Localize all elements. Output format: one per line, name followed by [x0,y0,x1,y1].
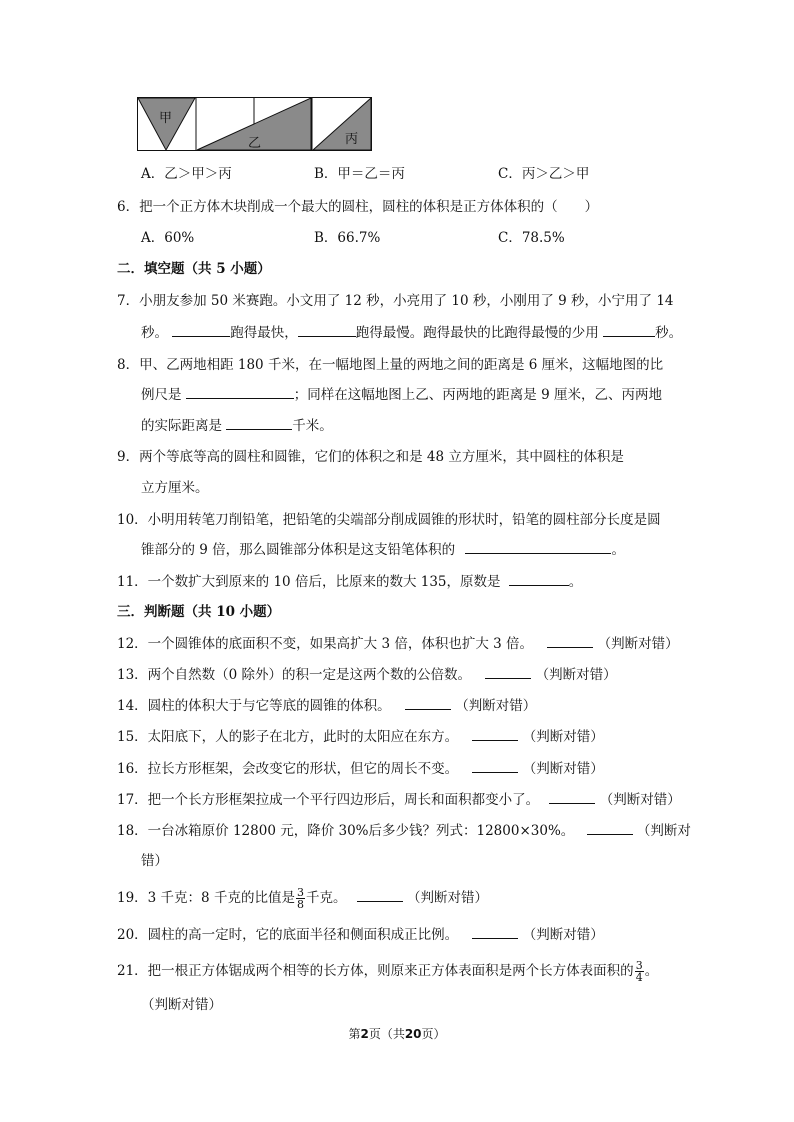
q21-line2 [141,995,222,1015]
q8-blank-scale[interactable] [186,384,294,399]
q10-line1: 10．小明用转笔刀削铅笔，把铅笔的尖端部分削成圆锥的形状时，铅笔的圆柱部分长度是圆 [117,512,661,528]
q5-option-c: C．丙＞乙＞甲 [498,166,590,182]
q11-blank[interactable] [509,571,569,586]
q12-text: 12．一个圆锥体的底面积不变，如果高扩大 3 倍，体积也扩大 3 倍。 [117,636,534,652]
q20-blank[interactable] [472,924,518,939]
q20-line [117,924,604,945]
q19-text-a: 19．3 千克：8 千克的比值是 [117,890,295,906]
label-bing: 丙 [345,132,359,147]
q8-line1: 8．甲、乙两地相距 180 千米，在一幅地图上量的两地之间的距离是 6 厘米，这幅地图的比 [117,357,664,373]
q7-line1: 7．小朋友参加 50 米赛跑。小文用了 12 秒，小亮用了 10 秒，小刚用了 9 秒，小宁用了 14 [117,293,674,309]
q19-fraction-denominator: 8 [296,898,304,911]
q6-option-c: C．78.5% [498,230,565,246]
q6-option-a: A．60% [141,230,195,246]
q21-text-a: 21．把一根正方体锯成两个相等的长方体，则原来正方体表面积是两个长方体表面积的 [117,963,634,979]
q18-line1 [117,820,691,841]
label-jia: 甲 [159,111,173,126]
q11-line [117,571,582,592]
q19-fraction-numerator: 3 [296,886,304,899]
q8-text-a: 例尺是 [141,387,182,403]
q18-text: 18．一台冰箱原价 12800 元，降价 30%后多少钱？列式：12800×30%。 [117,823,575,839]
footer-mid: 页（共 [368,1027,405,1041]
q17-text: 17．把一个长方形框架拉成一个平行四边形后，周长和面积都变小了。 [117,792,540,808]
q11-text-b: 。 [568,574,583,590]
q7-text-d: 秒。 [655,325,683,341]
q14-text: 14．圆柱的体积大于与它等底的圆锥的体积。 [117,698,391,714]
section-3-title: 三．判断题（共 10 小题） [117,604,281,620]
q16-blank[interactable] [472,758,518,773]
q7-text-b: 跑得最快， [230,325,298,341]
q10-text-a: 锥部分的 9 倍，那么圆锥部分体积是这支铅笔体积的 [141,542,456,558]
q18-line2: 错） [141,853,168,869]
q17-line [117,789,681,810]
q14-judge: （判断对错） [455,698,537,714]
q16-judge: （判断对错） [522,761,604,777]
q11-text-a: 11．一个数扩大到原来的 10 倍后，比原来的数大 135，原数是 [117,574,501,590]
q6-text: 6．把一个正方体木块削成一个最大的圆柱，圆柱的体积是正方体体积的（ ） [117,199,599,215]
q15-text: 15．太阳底下，人的影子在北方，此时的太阳应在东方。 [117,729,459,745]
q6-option-b: B．66.7% [314,230,381,246]
q18-judge-a: （判断对 [636,823,691,839]
q5-option-a: A．乙＞甲＞丙 [141,166,232,182]
q15-line [117,726,604,747]
q21-judge: （判断对错） [141,997,222,1013]
q7-blank-difference[interactable] [603,322,655,337]
q13-text: 13．两个自然数（0 除外）的积一定是这两个数的公倍数。 [117,667,472,683]
q8-text-c: 的实际距离是 [141,418,222,434]
q8-blank-distance[interactable] [226,415,292,430]
triangle-bing [313,98,371,150]
q17-judge: （判断对错） [599,792,681,808]
q8-line3 [141,415,333,436]
q19-judge: （判断对错） [407,890,489,906]
q18-blank[interactable] [587,820,633,835]
page-footer [0,1025,794,1042]
q10-line2 [141,539,625,560]
q21-text-b: 。 [644,963,659,979]
q9-line2: 立方厘米。 [141,480,209,496]
q13-line [117,664,617,685]
q21-line1 [117,960,658,983]
q15-blank[interactable] [472,726,518,741]
q19-blank[interactable] [357,887,403,902]
q20-judge: （判断对错） [522,927,604,943]
q16-text: 16．拉长方形框架，会改变它的形状，但它的周长不变。 [117,761,459,777]
q12-judge: （判断对错） [597,636,679,652]
footer-pre: 第 [348,1027,361,1041]
q19-fraction [296,887,305,910]
q7-blank-slowest[interactable] [298,322,356,337]
section-2-title: 二．填空题（共 5 小题） [117,261,271,277]
q21-fraction [635,960,644,983]
q15-judge: （判断对错） [522,729,604,745]
q5-option-b: B．甲＝乙＝丙 [314,166,405,182]
q17-blank[interactable] [549,789,595,804]
q13-blank[interactable] [485,664,531,679]
q7-text-c: 跑得最慢。跑得最快的比跑得最慢的少用 [355,325,599,341]
q14-line [117,695,536,716]
q20-text: 20．圆柱的高一定时，它的底面半径和侧面积成正比例。 [117,927,459,943]
footer-page-number: 2 [360,1027,369,1041]
label-yi: 乙 [248,136,262,151]
footer-post: 页） [421,1027,446,1041]
q7-text-a: 秒。 [141,325,168,341]
q19-text-b: 千克。 [305,890,347,906]
q10-text-b: 。 [611,542,625,558]
q14-blank[interactable] [405,695,451,710]
q8-text-d: 千米。 [292,418,333,434]
footer-total-pages: 20 [404,1027,422,1041]
q13-judge: （判断对错） [535,667,617,683]
q8-text-b: ；同样在这幅地图上乙、丙两地的距离是 9 厘米，乙、丙两地 [293,387,662,403]
q21-fraction-numerator: 3 [635,959,643,972]
q10-blank[interactable] [465,539,611,554]
q12-line [117,633,679,654]
q7-line2 [141,322,682,343]
q19-line [117,887,488,910]
q12-blank[interactable] [547,633,593,648]
q7-blank-fastest[interactable] [172,322,230,337]
q16-line [117,758,604,779]
shaded-triangles-figure [137,97,373,153]
q8-line2 [141,384,662,405]
q21-fraction-denominator: 4 [635,971,643,984]
q9-line1: 9．两个等底等高的圆柱和圆锥，它们的体积之和是 48 立方厘米，其中圆柱的体积是 [117,449,624,465]
